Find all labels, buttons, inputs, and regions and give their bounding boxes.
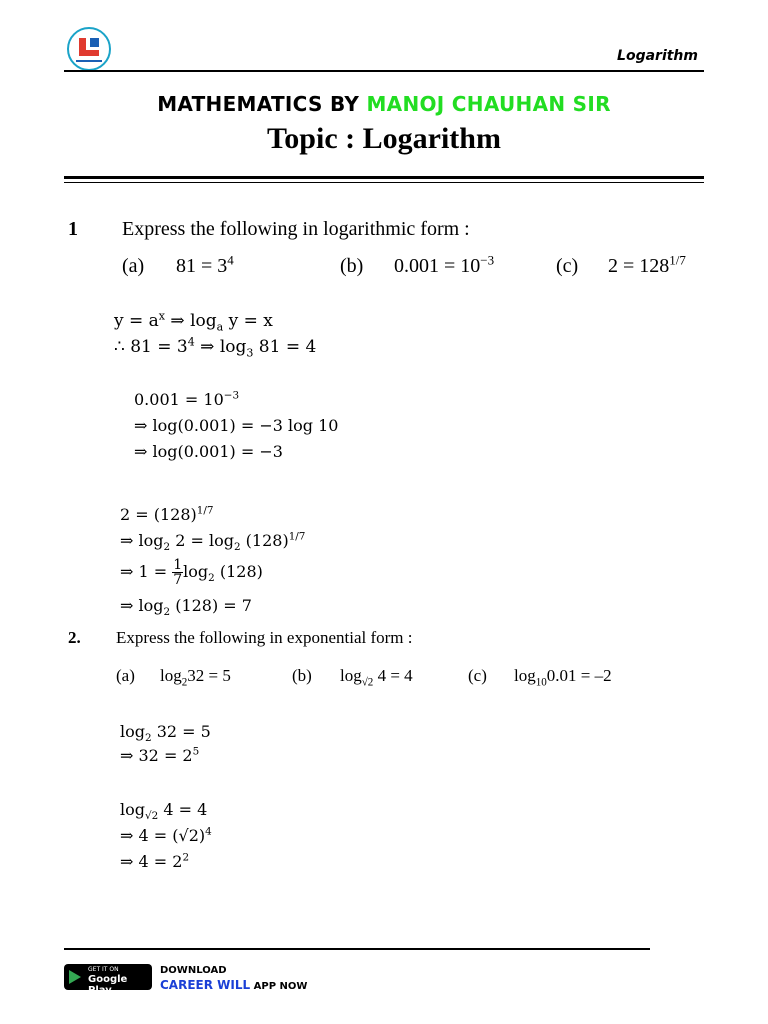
q1-b-base: 0.001 = 10 — [394, 255, 481, 277]
footer-app-now: APP NOW — [250, 981, 308, 992]
career-will-logo-icon — [66, 26, 112, 72]
q1-solution-a-line1: $y = a^x$ ⇒ $\log_a y = x$ — [114, 309, 273, 334]
q1-option-b-label: (b) — [340, 255, 364, 277]
q1-solution-c-line2: ⇒ $\log_2 2 = \log_2 (128)^{1/7}$ — [120, 530, 306, 554]
running-header-title: Logarithm — [617, 48, 698, 64]
badge-get-it-on: GET IT ON — [88, 966, 119, 973]
q1-option-a-expr — [176, 252, 234, 278]
q1-solution-c-line3: ⇒ 1 = $\frac{1}{7}$ $\log_2 (128)$ — [120, 557, 263, 588]
fraction-one-seventh: $\frac{1}{7}$ — [173, 557, 183, 588]
q1-c-base: 2 = 128 — [608, 255, 670, 277]
q1-c-exp: 1/7 — [669, 252, 686, 268]
q2-solution-a-line1: $\log_2 32 = 5$ — [120, 722, 211, 745]
footer-divider — [64, 948, 650, 950]
q1-solution-c-line1: $2 = (128)^{1/7}$ — [120, 504, 214, 524]
q2-solution-b-line1: $\log_{√2} 4 = 4$ — [120, 800, 208, 823]
main-title-prefix: MATHEMATICS BY — [157, 92, 367, 116]
footer-brand: CAREER WILL — [160, 978, 251, 992]
q2-solution-b-line2: ⇒ $4 = (√2)^4$ — [120, 825, 212, 845]
q1-solution-c-line4: ⇒ $\log_2 (128) = 7$ — [120, 596, 252, 619]
q2-option-b-label: (b) — [292, 666, 312, 685]
footer-download: DOWNLOAD — [160, 965, 227, 976]
title-divider-thick — [64, 176, 704, 179]
main-title-author: MANOJ CHAUHAN SIR — [366, 92, 611, 116]
main-title — [0, 92, 768, 116]
q2-option-b-expr: $\log_{√2} 4 = 4$ — [340, 666, 413, 689]
q1-option-b-expr — [394, 252, 495, 278]
question-1-text: Express the following in logarithmic form : — [122, 218, 470, 240]
topic-title: Topic : Logarithm — [267, 122, 501, 155]
q1-a-base: 81 = 3 — [176, 255, 228, 277]
q1-b-exp: −3 — [480, 252, 495, 268]
google-play-icon — [69, 970, 81, 984]
title-divider-thin — [64, 182, 704, 183]
q1-option-c-label: (c) — [556, 255, 579, 277]
q1-solution-a-line2: ∴ $81 = 3^4$ ⇒ $\log_3 81 = 4$ — [114, 335, 317, 360]
q2-option-a-expr: $\log_232 = 5$ — [160, 666, 231, 689]
question-2-number: 2. — [68, 628, 81, 647]
q2-option-c-expr: $\log_{10}0.01 = -2$ — [514, 666, 612, 689]
badge-google-play: Google Play — [88, 974, 128, 996]
q1-option-a-label: (a) — [122, 255, 145, 277]
question-2-text: Express the following in exponential form : — [116, 628, 413, 647]
q1-solution-b-line3: ⇒ log(0.001) = −3 — [134, 442, 283, 461]
footer-download-text — [160, 963, 307, 994]
header-divider — [64, 70, 704, 72]
q2-solution-b-line3: ⇒ $4 = 2^2$ — [120, 851, 190, 871]
q1-solution-b-line1: $0.001 = 10^{-3}$ — [134, 389, 240, 409]
q2-option-a-label: (a) — [116, 666, 135, 685]
q2-option-c-label: (c) — [468, 666, 487, 685]
q1-a-exp: 4 — [227, 252, 234, 268]
q1-option-c-expr — [608, 252, 686, 278]
question-1-number: 1 — [68, 218, 78, 240]
q1-solution-b-line2: ⇒ log(0.001) = −3 log 10 — [134, 416, 339, 435]
q2-solution-a-line2: ⇒ $32 = 2^5$ — [120, 745, 200, 765]
google-play-badge[interactable] — [64, 964, 152, 996]
